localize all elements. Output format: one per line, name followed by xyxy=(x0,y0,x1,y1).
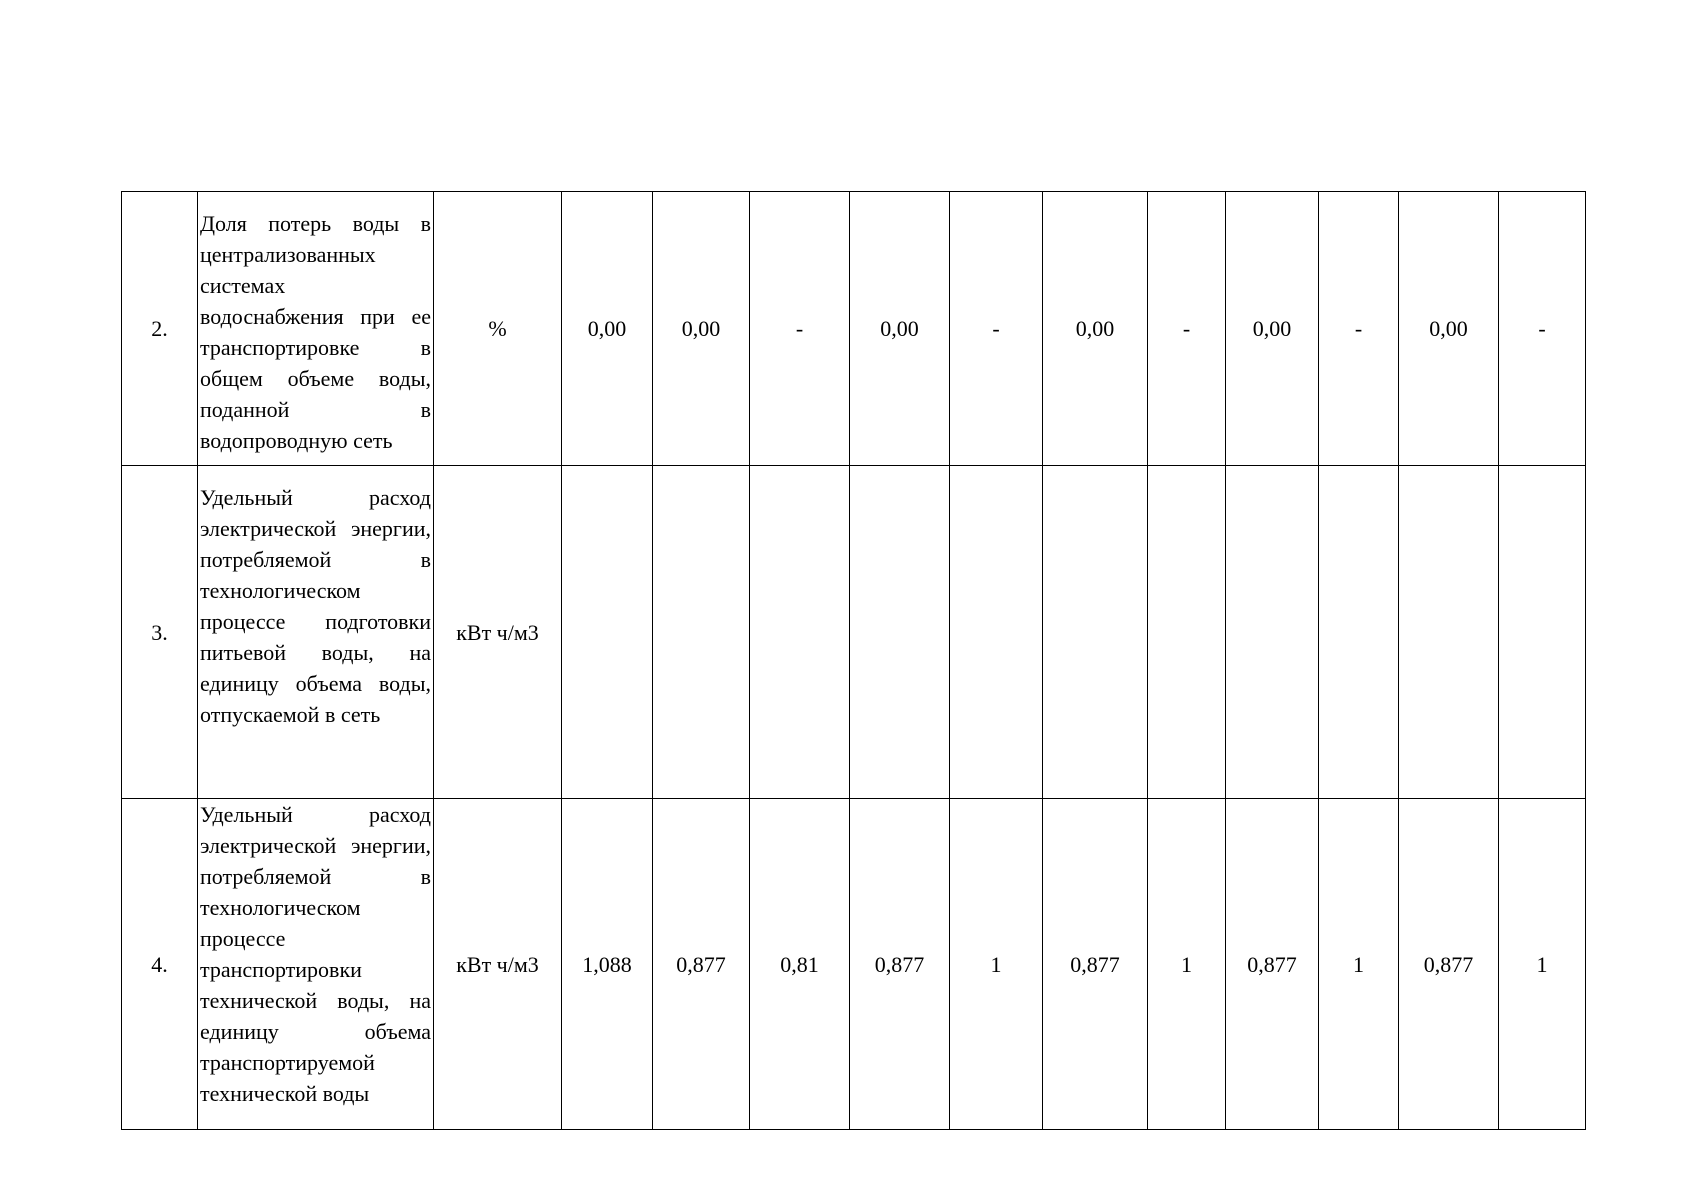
value-cell: 1 xyxy=(1148,799,1226,1130)
value-cell xyxy=(562,466,653,799)
value-cell: - xyxy=(1499,192,1586,466)
value-cell xyxy=(850,466,950,799)
value-cell: 0,877 xyxy=(653,799,750,1130)
value-cell xyxy=(1043,466,1148,799)
value-cell: 0,877 xyxy=(1399,799,1499,1130)
value-cell: 0,00 xyxy=(562,192,653,466)
value-cell: - xyxy=(950,192,1043,466)
unit-cell: кВт ч/м3 xyxy=(434,799,562,1130)
row-number: 2. xyxy=(122,192,198,466)
value-cell xyxy=(1226,466,1319,799)
value-cell: - xyxy=(1148,192,1226,466)
value-cell xyxy=(950,466,1043,799)
row-number: 4. xyxy=(122,799,198,1130)
value-cell: 0,00 xyxy=(1399,192,1499,466)
value-cell: 1 xyxy=(1319,799,1399,1130)
value-cell xyxy=(1399,466,1499,799)
value-cell: - xyxy=(1319,192,1399,466)
value-cell: 0,81 xyxy=(750,799,850,1130)
value-cell: 1 xyxy=(950,799,1043,1130)
table-row xyxy=(122,192,1586,466)
value-cell xyxy=(1499,466,1586,799)
table-row xyxy=(122,466,1586,799)
indicator-name: Доля потерь воды в централизованных системах водоснабжения при ее транспортировке в общем объеме воды, поданной в водопроводную сеть xyxy=(198,192,434,466)
value-cell: 0,877 xyxy=(850,799,950,1130)
indicators-table xyxy=(121,191,1586,1130)
value-cell: 0,877 xyxy=(1043,799,1148,1130)
indicator-name: Удельный расход электрической энергии, потребляемой в технологическом процессе подготовки питьевой воды, на единицу объема воды, отпускаемой в сеть xyxy=(198,466,434,799)
value-cell: - xyxy=(750,192,850,466)
row-number: 3. xyxy=(122,466,198,799)
value-cell: 0,00 xyxy=(653,192,750,466)
unit-cell: % xyxy=(434,192,562,466)
value-cell: 0,00 xyxy=(850,192,950,466)
table-row xyxy=(122,799,1586,1130)
value-cell xyxy=(653,466,750,799)
value-cell: 1 xyxy=(1499,799,1586,1130)
unit-cell: кВт ч/м3 xyxy=(434,466,562,799)
value-cell xyxy=(1319,466,1399,799)
value-cell xyxy=(750,466,850,799)
value-cell: 1,088 xyxy=(562,799,653,1130)
value-cell: 0,00 xyxy=(1226,192,1319,466)
indicator-name: Удельный расход электрической энергии, потребляемой в технологическом процессе транспортировки технической воды, на единицу объема транспортируемой технической воды xyxy=(198,799,434,1130)
value-cell: 0,877 xyxy=(1226,799,1319,1130)
value-cell xyxy=(1148,466,1226,799)
value-cell: 0,00 xyxy=(1043,192,1148,466)
